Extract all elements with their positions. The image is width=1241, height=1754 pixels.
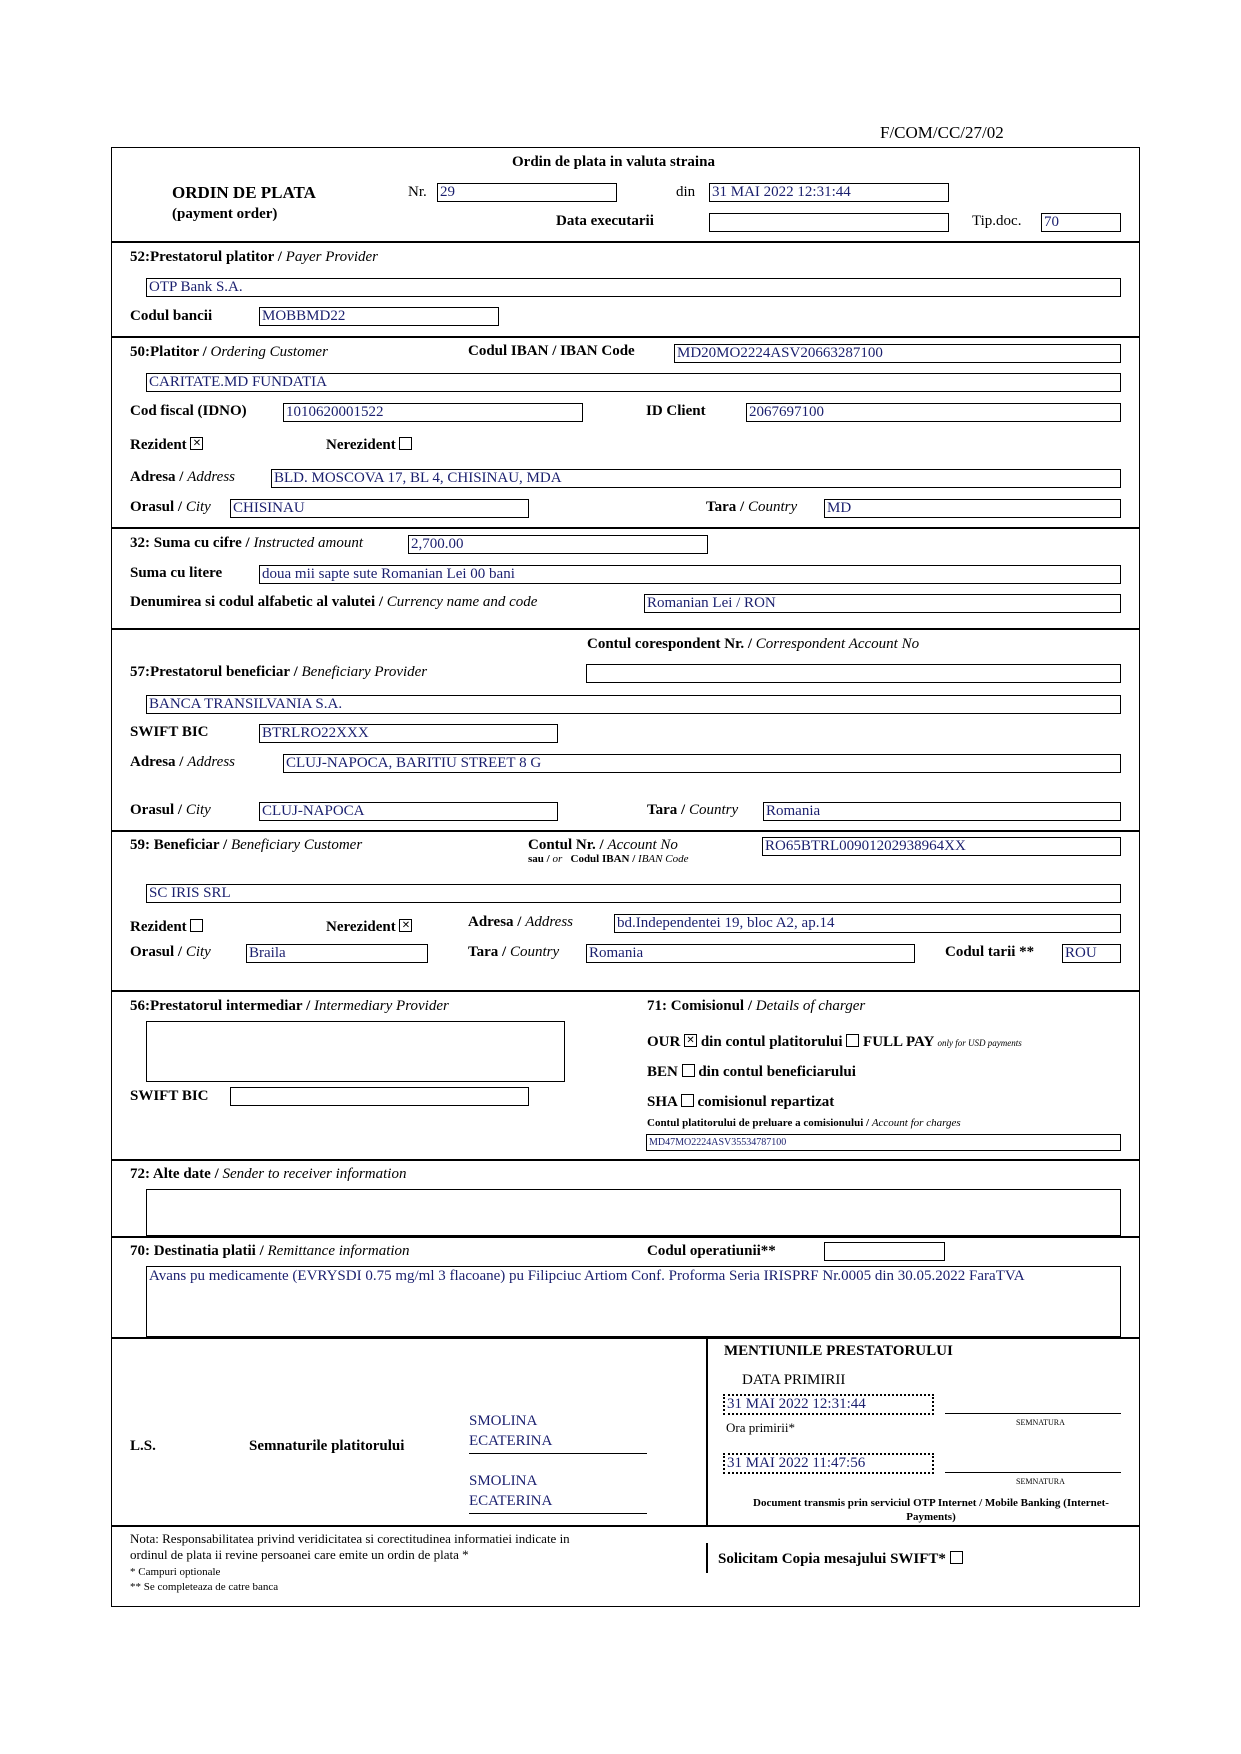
signature-caption-1: SEMNATURA <box>1016 1418 1065 1427</box>
nr-field[interactable]: 29 <box>437 183 617 202</box>
ben-country-field[interactable]: Romania <box>586 944 915 963</box>
payer-rezident-option[interactable]: Rezident ✕ <box>130 436 203 454</box>
op-code-field[interactable] <box>824 1242 945 1261</box>
form-title-center: Ordin de plata in valuta straina <box>512 154 715 170</box>
charges-our-option[interactable]: OUR ✕ din contul platitorului FULL PAY only for USD payments <box>647 1033 1022 1052</box>
bank-code-field[interactable]: MOBBMD22 <box>259 307 499 326</box>
intermediary-field[interactable] <box>146 1021 565 1082</box>
currency-field[interactable]: Romanian Lei / RON <box>644 594 1121 613</box>
payer-label: 50:Platitor / Ordering Customer <box>130 344 328 360</box>
payer-iban-field[interactable]: MD20MO2224ASV20663287100 <box>674 344 1121 363</box>
fiscal-code-field[interactable]: 1010620001522 <box>283 403 583 422</box>
payer-rezident-checkbox[interactable] <box>190 437 203 450</box>
payer-address-label: Adresa / Address <box>130 469 236 485</box>
ben-provider-city-field[interactable]: CLUJ-NAPOCA <box>259 802 558 821</box>
payer-country-field[interactable]: MD <box>824 499 1121 518</box>
payer-address-field[interactable]: BLD. MOSCOVA 17, BL 4, CHISINAU, MDA <box>271 469 1121 488</box>
payer-provider-label: 52:Prestatorul platitor / Payer Provider <box>130 249 379 265</box>
footer-divider <box>706 1543 708 1573</box>
divider <box>111 1337 1140 1339</box>
signature-line-2 <box>469 1513 647 1514</box>
document-code: F/COM/CC/27/02 <box>880 123 1004 142</box>
receipt-time-label: Ora primirii* <box>726 1420 795 1435</box>
remittance-label: 70: Destinatia platii / Remittance information <box>130 1243 410 1259</box>
provider-notes-divider <box>706 1337 708 1525</box>
full-pay-checkbox[interactable] <box>846 1034 859 1047</box>
divider <box>111 1236 1140 1238</box>
client-id-label: ID Client <box>646 403 706 419</box>
receipt-date-field[interactable]: 31 MAI 2022 12:31:44 <box>723 1394 934 1415</box>
bank-code-label: Codul bancii <box>130 308 213 324</box>
ben-iban-sub-label: sau / or Codul IBAN / IBAN Code <box>528 853 689 865</box>
footer-note-line-1: Nota: Responsabilitatea privind veridicitatea si corectitudinea informatiei indicate in <box>130 1531 570 1546</box>
footer-bank-note: ** Se completeaza de catre banca <box>130 1581 279 1593</box>
ben-address-label: Adresa / Address <box>468 914 574 930</box>
ben-account-label: Contul Nr. / Account No <box>528 837 678 853</box>
ls-label: L.S. <box>130 1438 156 1454</box>
intermediary-swift-label: SWIFT BIC <box>130 1088 209 1104</box>
divider <box>111 628 1140 630</box>
amount-words-label: Suma cu litere <box>130 565 223 581</box>
amount-label: 32: Suma cu cifre / Instructed amount <box>130 535 364 551</box>
beneficiary-label: 59: Beneficiar / Beneficiary Customer <box>130 837 363 853</box>
charges-account-field[interactable]: MD47MO2224ASV35534787100 <box>646 1134 1121 1151</box>
divider <box>111 830 1140 832</box>
ben-nerezident-checkbox[interactable] <box>399 919 412 932</box>
receipt-date-label: DATA PRIMIRII <box>742 1372 846 1388</box>
payer-nerezident-option[interactable]: Nerezident <box>326 436 412 454</box>
payer-city-field[interactable]: CHISINAU <box>230 499 529 518</box>
divider <box>111 990 1140 992</box>
ben-provider-address-field[interactable]: CLUJ-NAPOCA, BARITIU STREET 8 G <box>283 754 1121 773</box>
tipdoc-field[interactable]: 70 <box>1041 213 1121 232</box>
payer-name-field[interactable]: CARITATE.MD FUNDATIA <box>146 373 1121 392</box>
signer-1-name: SMOLINA ECATERINA <box>469 1413 553 1449</box>
payer-country-label: Tara / Country <box>706 499 798 515</box>
beneficiary-provider-field[interactable]: BANCA TRANSILVANIA S.A. <box>146 695 1121 714</box>
transmit-note: Document transmis prin serviciul OTP Internet / Mobile Banking (Internet-Payments) <box>753 1497 1109 1523</box>
op-code-label: Codul operatiunii** <box>647 1243 776 1259</box>
ben-country-label: Tara / Country <box>468 944 560 960</box>
din-label: din <box>676 184 696 200</box>
payer-iban-label: Codul IBAN / IBAN Code <box>468 343 635 359</box>
fiscal-code-label: Cod fiscal (IDNO) <box>130 403 247 419</box>
signatures-label: Semnaturile platitorului <box>249 1438 405 1454</box>
charges-account-label: Contul platitorului de preluare a comisionului / Account for charges <box>647 1117 961 1129</box>
amount-words-field[interactable]: doua mii sapte sute Romanian Lei 00 bani <box>259 565 1121 584</box>
data-exec-field[interactable] <box>709 213 949 232</box>
nr-label: Nr. <box>408 184 427 200</box>
receipt-time-field[interactable]: 31 MAI 2022 11:47:56 <box>723 1453 934 1474</box>
ben-city-label: Orasul / City <box>130 944 211 960</box>
currency-label: Denumirea si codul alfabetic al valutei / Currency name and code <box>130 594 538 610</box>
correspondent-account-field[interactable] <box>586 664 1121 683</box>
payer-nerezident-checkbox[interactable] <box>399 437 412 450</box>
form-title-en: (payment order) <box>172 206 278 222</box>
divider <box>111 1159 1140 1161</box>
ben-checkbox[interactable] <box>682 1064 695 1077</box>
ben-provider-address-label: Adresa / Address <box>130 754 236 770</box>
ben-rezident-checkbox[interactable] <box>190 919 203 932</box>
footer-note-line-2: ordinul de plata ii revine persoanei care emite un ordin de plata * <box>130 1547 469 1562</box>
charges-label: 71: Comisionul / Details of charger <box>647 998 866 1014</box>
intermediary-swift-field[interactable] <box>230 1087 529 1106</box>
ben-swift-field[interactable]: BTRLRO22XXX <box>259 724 558 743</box>
our-checkbox[interactable] <box>684 1034 697 1047</box>
signature-line-4 <box>945 1472 1121 1473</box>
divider <box>111 241 1140 243</box>
ben-provider-country-field[interactable]: Romania <box>763 802 1121 821</box>
correspondent-account-label: Contul corespondent Nr. / Correspondent Account No <box>587 636 920 652</box>
sha-checkbox[interactable] <box>681 1094 694 1107</box>
data-exec-label: Data executarii <box>556 213 654 229</box>
form-title: ORDIN DE PLATA <box>172 183 316 202</box>
country-code-field[interactable]: ROU <box>1062 944 1121 963</box>
charges-ben-option[interactable]: BEN din contul beneficiarului <box>647 1064 856 1080</box>
ben-city-field[interactable]: Braila <box>246 944 428 963</box>
signature-line-3 <box>945 1413 1121 1414</box>
payer-provider-field[interactable]: OTP Bank S.A. <box>146 278 1121 297</box>
divider <box>111 1525 1140 1527</box>
remittance-field[interactable]: Avans pu medicamente (EVRYSDI 0.75 mg/ml 3 flacoane) pu Filipciuc Artiom Conf. Proforma Seria IRISPRF Nr.0005 din 30.05.2022 FaraTVA <box>146 1266 1121 1337</box>
provider-notes-title: MENTIUNILE PRESTATORULUI <box>724 1343 953 1359</box>
signer-2-name: SMOLINA ECATERINA <box>469 1473 553 1509</box>
tipdoc-label: Tip.doc. <box>972 213 1022 229</box>
divider <box>111 336 1140 338</box>
intermediary-label: 56:Prestatorul intermediar / Intermediary Provider <box>130 998 449 1014</box>
signature-line-1 <box>469 1453 647 1454</box>
ben-provider-city-label: Orasul / City <box>130 802 211 818</box>
ben-rezident-option[interactable]: Rezident <box>130 918 203 936</box>
amount-field[interactable]: 2,700.00 <box>408 535 708 554</box>
divider <box>111 527 1140 529</box>
swift-copy-checkbox[interactable] <box>950 1551 963 1564</box>
ben-swift-label: SWIFT BIC <box>130 724 209 740</box>
country-code-label: Codul tarii ** <box>945 944 1035 960</box>
beneficiary-provider-label: 57:Prestatorul beneficiar / Beneficiary Provider <box>130 664 428 680</box>
ben-account-field[interactable]: RO65BTRL00901202938964XX <box>762 837 1121 856</box>
other-info-field[interactable] <box>146 1189 1121 1236</box>
ben-name-field[interactable]: SC IRIS SRL <box>146 884 1121 903</box>
payer-city-label: Orasul / City <box>130 499 211 515</box>
client-id-field[interactable]: 2067697100 <box>746 403 1121 422</box>
footer-optional-note: * Campuri optionale <box>130 1566 221 1578</box>
ben-nerezident-option[interactable]: Nerezident ✕ <box>326 918 412 936</box>
ben-provider-country-label: Tara / Country <box>647 802 739 818</box>
din-field[interactable]: 31 MAI 2022 12:31:44 <box>709 183 949 202</box>
form-frame <box>111 147 1140 1607</box>
other-info-label: 72: Alte date / Sender to receiver information <box>130 1166 407 1182</box>
charges-sha-option[interactable]: SHA comisionul repartizat <box>647 1094 835 1110</box>
swift-copy-option[interactable]: Solicitam Copia mesajului SWIFT* <box>718 1550 963 1568</box>
signature-caption-2: SEMNATURA <box>1016 1477 1065 1486</box>
ben-address-field[interactable]: bd.Independentei 19, bloc A2, ap.14 <box>614 914 1121 933</box>
